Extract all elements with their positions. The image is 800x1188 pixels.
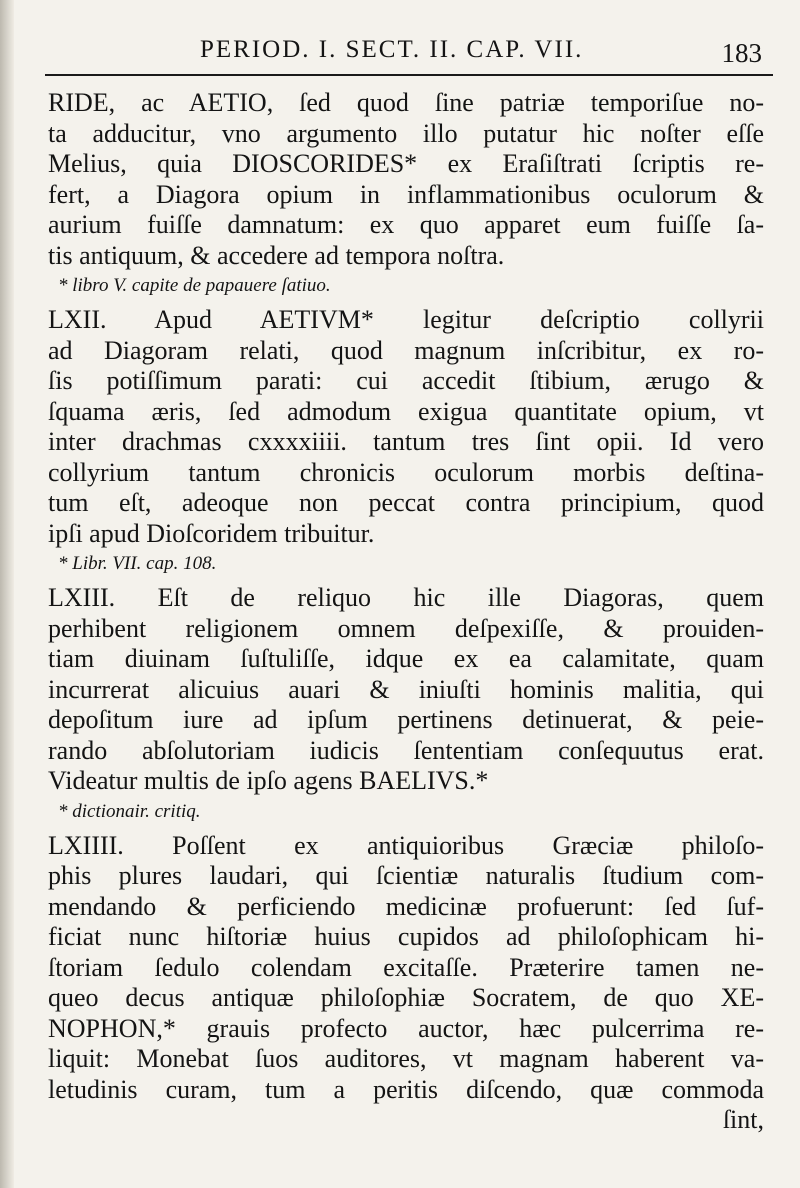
text-line: ad Diagoram relati, quod magnum inſcribitur, ex ro- <box>48 335 764 365</box>
footnote: * dictionair. critiq. <box>58 800 201 822</box>
page-header <box>40 30 770 70</box>
text-line: rando abſolutoriam iudicis ſententiam conſequutus erat. <box>48 735 764 765</box>
text-line: tiam diuinam ſuſtuliſſe, idque ex ea calamitate, quam <box>48 644 764 673</box>
text-line: perhibent religionem omnem deſpexiſſe, & prouiden- <box>48 613 764 643</box>
page-gutter-shadow <box>0 0 14 1188</box>
text-line: ta adducitur, vno argumento illo putatur hic noſter eſſe <box>48 118 764 148</box>
section-lxi-continued <box>48 88 764 301</box>
text-line: tum eſt, adeoque non peccat contra principium, quod <box>48 488 764 517</box>
text-line: phis plures laudari, qui ſcientiæ naturalis ſtudium com- <box>48 861 764 890</box>
text-line: ficiat nunc hiſtoriæ huius cupidos ad philoſophicam hi- <box>48 922 764 951</box>
text-line: collyrium tantum chronicis oculorum morbis deſtina- <box>48 457 764 487</box>
section-lxiiii <box>48 831 764 1136</box>
section-heading-line: LXIIII. Poſſent ex antiquioribus Græciæ philoſo- <box>48 830 764 860</box>
section-heading-line: LXII. Apud AETIVM* legitur deſcriptio collyrii <box>48 305 764 334</box>
body-text <box>48 88 764 1136</box>
text-line: depoſitum iure ad ipſum pertinens detinuerat, & peie- <box>48 705 764 734</box>
footnote: * libro V. capite de papauere ſatiuo. <box>58 275 331 296</box>
text-line: liquit: Monebat ſuos auditores, vt magnam haberent va- <box>48 1044 764 1073</box>
text-line: letudinis curam, tum a peritis diſcendo, quæ commoda <box>48 1074 764 1104</box>
text-line: tis antiquum, & accedere ad tempora noſtra. <box>48 240 505 270</box>
text-line: incurrerat alicuius auari & iniuſti hominis malitia, qui <box>48 674 764 704</box>
text-line: Videatur multis de ipſo agens BAELIVS.* <box>48 766 489 795</box>
running-head: PERIOD. I. SECT. II. CAP. VII. <box>200 36 584 63</box>
text-line: ſis potiſſimum parati: cui accedit ſtibium, ærugo & <box>48 366 764 395</box>
text-line: ſquama æris, ſed admodum exigua quantitate opium, vt <box>48 396 764 426</box>
text-line: inter drachmas cxxxxiiii. tantum tres ſint opii. Id vero <box>48 427 764 456</box>
text-line: mendando & perficiendo medicinæ profuerunt: ſed ſuf- <box>48 891 764 921</box>
text-line: queo decus antiquæ philoſophiæ Socratem, de quo XE- <box>48 983 764 1012</box>
page-number: 183 <box>721 38 762 68</box>
section-heading-line: LXIII. Eſt de reliquo hic ille Diagoras, quem <box>48 583 764 612</box>
text-line: ſtoriam ſedulo colendam excitaſſe. Præterire tamen ne- <box>48 952 764 982</box>
text-line: Melius, quia DIOSCORIDES* ex Eraſiſtrati ſcriptis re- <box>48 149 764 178</box>
section-lxiii <box>48 583 764 827</box>
footnote: * Libr. VII. cap. 108. <box>58 553 217 574</box>
catchword: ſint, <box>722 1105 764 1134</box>
header-rule <box>45 74 773 76</box>
text-line: RIDE, ac AETIO, ſed quod ſine patriæ temporiſue no- <box>48 88 764 117</box>
text-line: aurium fuiſſe damnatum: ex quo apparet eum fuiſſe ſa- <box>48 210 764 239</box>
text-line: NOPHON,* grauis profecto auctor, hæc pulcerrima re- <box>48 1013 764 1043</box>
text-line: ipſi apud Dioſcoridem tribuitur. <box>48 518 375 548</box>
text-line: fert, a Diagora opium in inflammationibus oculorum & <box>48 179 764 209</box>
section-lxii <box>48 305 764 579</box>
